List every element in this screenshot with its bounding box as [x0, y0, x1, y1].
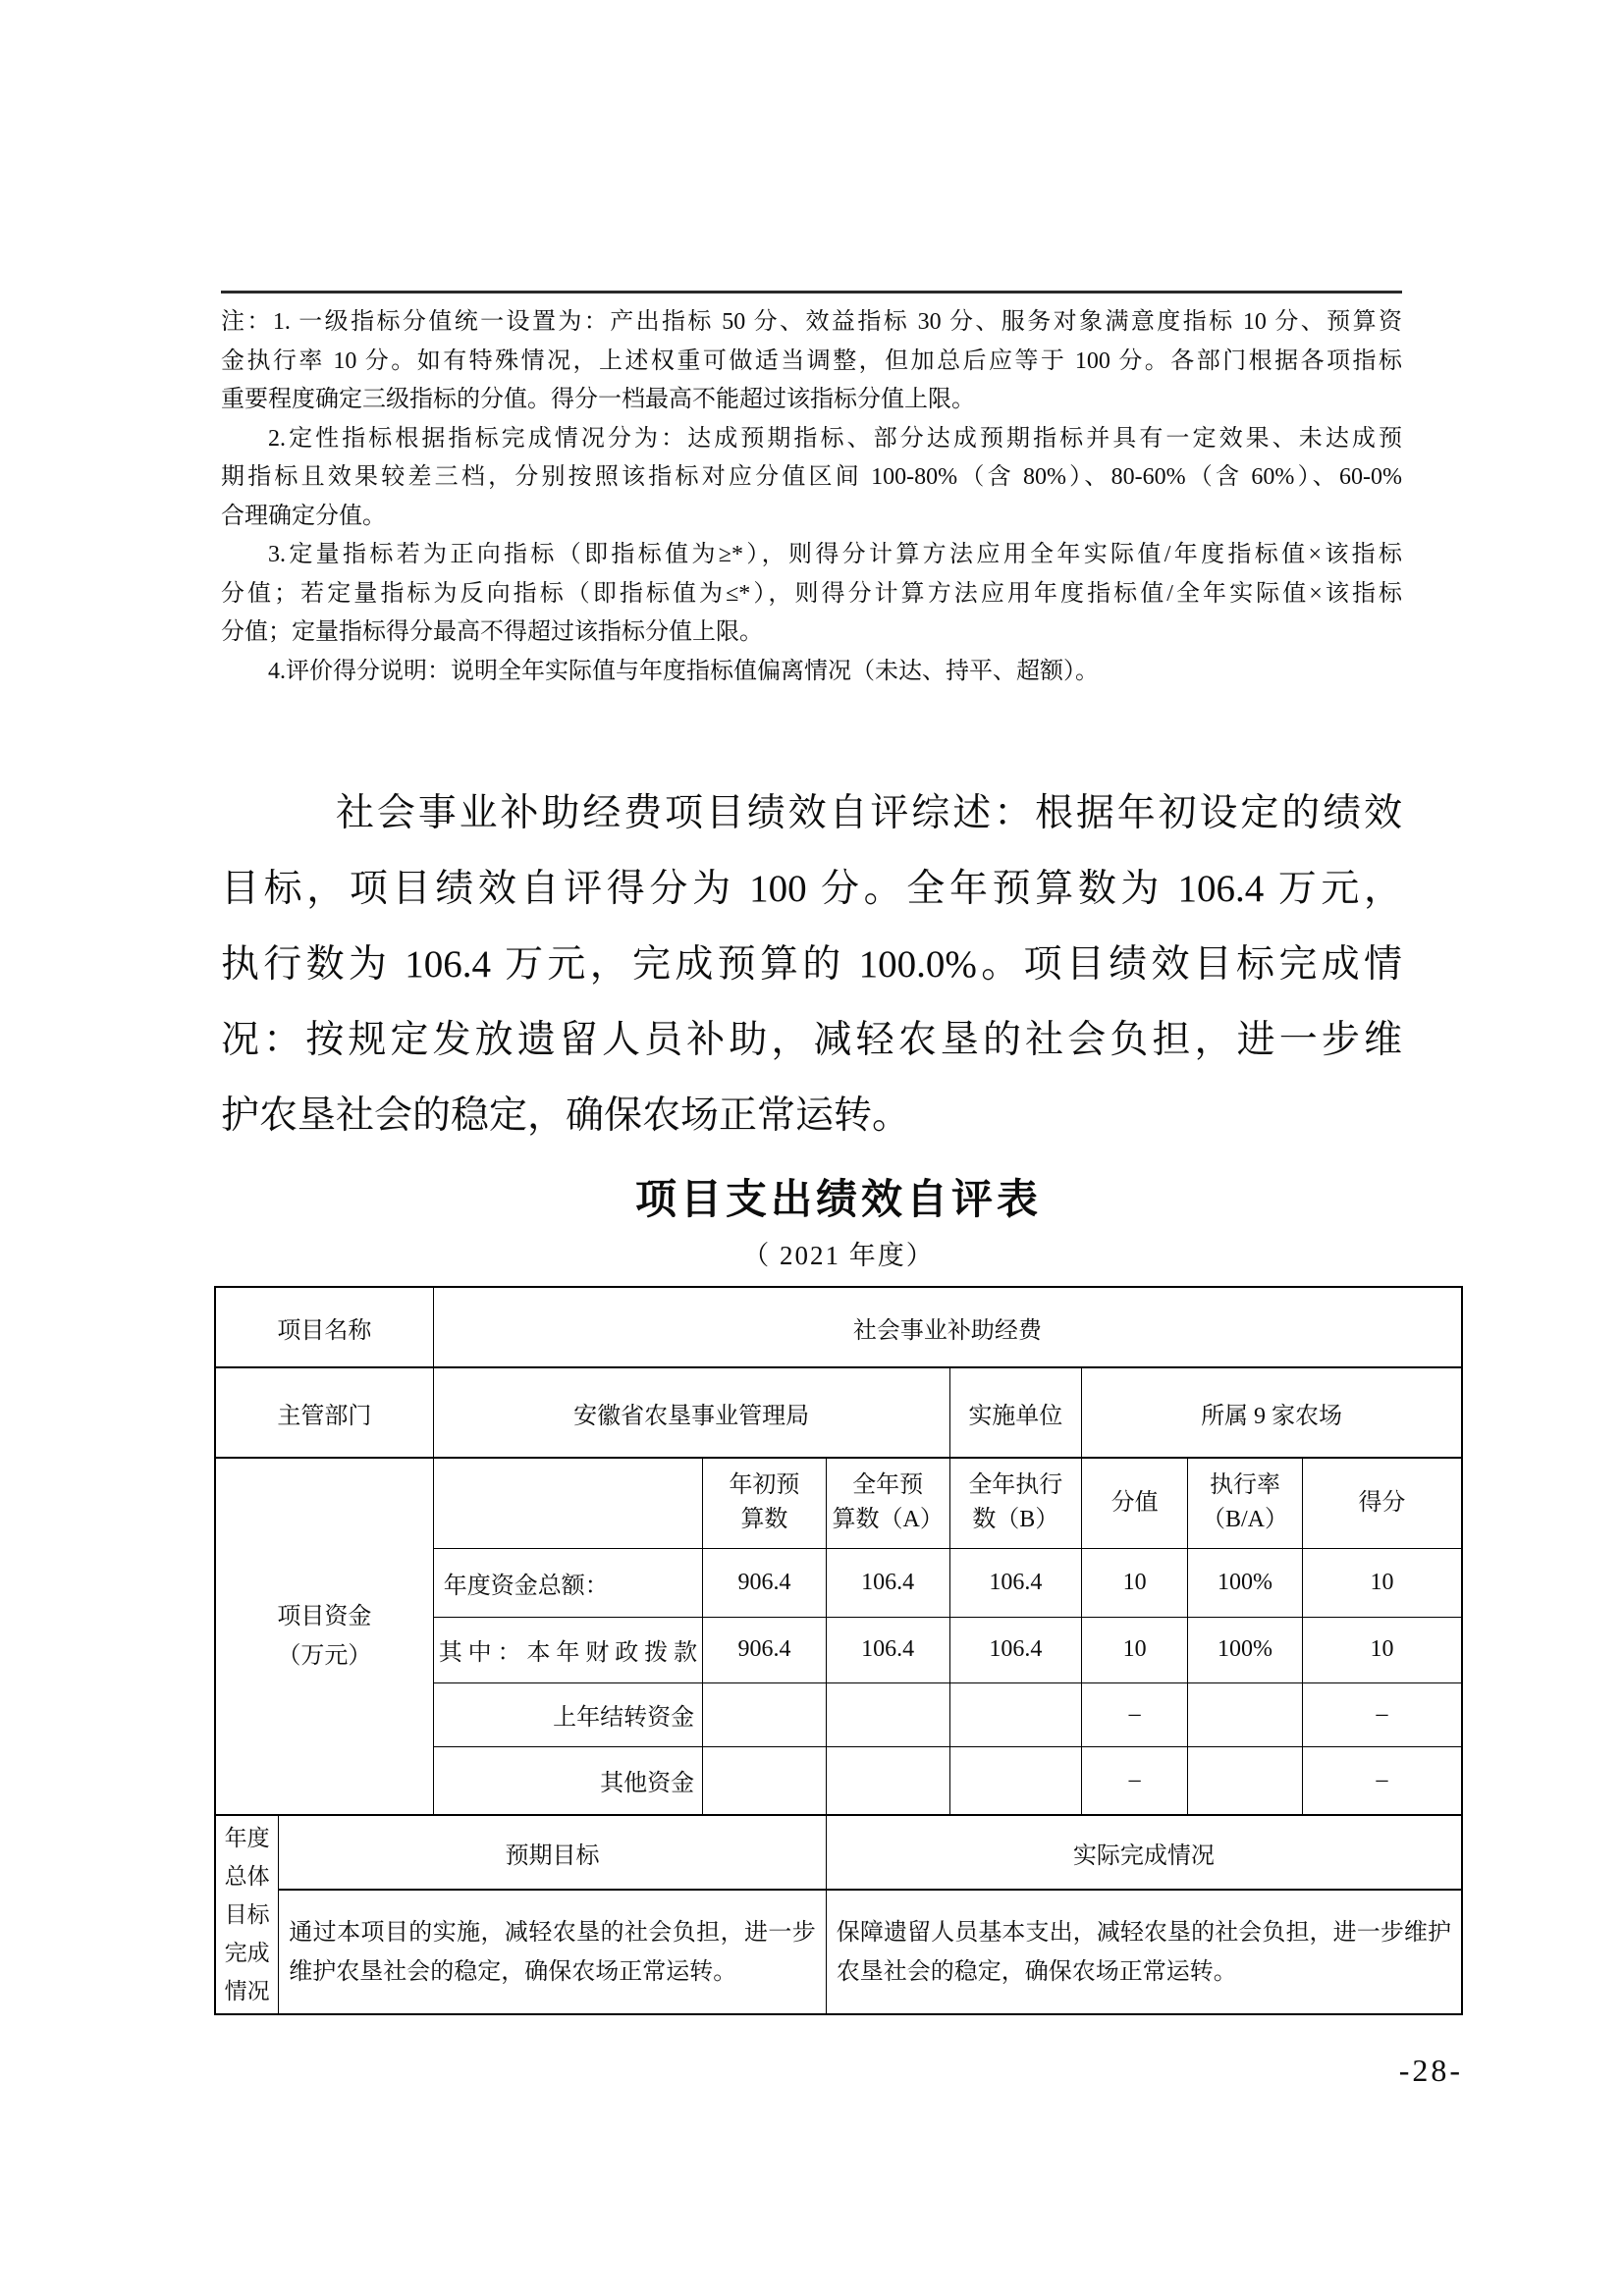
- note-line: 期指标且效果较差三档，分别按照该指标对应分值区间 100-80%（含 80%）、80-60%（含 60%）、60-0%: [221, 464, 1402, 490]
- note-line: 注：1. 一级指标分值统一设置为：产出指标 50 分、效益指标 30 分、服务对象满意度指标 10 分、预算资: [221, 309, 1402, 335]
- annual-goal-table: [214, 1814, 1463, 2015]
- summary-line: 社会事业补助经费项目绩效自评综述：根据年初设定的绩效: [336, 792, 1402, 834]
- col-header-exec-rate: 执行率 （B/A）: [1188, 1458, 1303, 1548]
- note-line: 重要程度确定三级指标的分值。得分一档最高不能超过该指标分值上限。: [221, 387, 975, 412]
- funds-unit-label: [215, 1458, 433, 1815]
- summary-line: 护农垦社会的稳定，确保农场正常运转。: [221, 1095, 911, 1137]
- fund-row-weight: –: [1082, 1682, 1188, 1746]
- fund-row-score: 10: [1302, 1617, 1462, 1682]
- annual-goal-label: 年度 总体 目标 完成 情况: [215, 1815, 279, 2014]
- note-line: 分值；若定量指标为反向指标（即指标值为≤*），则得分计算方法应用年度指标值/全年实际值×该指标: [221, 580, 1402, 607]
- table-row: [215, 1367, 1462, 1458]
- fund-row-executed: [949, 1682, 1082, 1746]
- fund-row-executed: 106.4: [949, 1617, 1082, 1682]
- impl-unit-value: 所属 9 家农场: [1082, 1367, 1462, 1458]
- fund-row-initial: [703, 1682, 827, 1746]
- funds-unit-label-line: 项目资金: [277, 1604, 372, 1629]
- empty-cell: [433, 1458, 702, 1548]
- note-line: 金执行率 10 分。如有特殊情况，上述权重可做适当调整，但加总后应等于 100 分。各部门根据各项指标: [221, 347, 1402, 374]
- expected-goal-header: 预期目标: [279, 1815, 827, 1890]
- dept-label: 主管部门: [215, 1367, 433, 1458]
- col-header-score: 得分: [1302, 1458, 1462, 1548]
- table-subtitle: （ 2021 年度）: [742, 1241, 935, 1270]
- summary-line: 执行数为 106.4 万元，完成预算的 100.0%。项目绩效目标完成情: [221, 943, 1402, 986]
- project-name-label: 项目名称: [215, 1287, 433, 1367]
- note-line: 分值；定量指标得分最高不得超过该指标分值上限。: [221, 619, 763, 645]
- col-header-weight: 分值: [1082, 1458, 1188, 1548]
- summary-line: 目标，项目绩效自评得分为 100 分。全年预算数为 106.4 万元，: [221, 868, 1402, 910]
- self-evaluation-table: [214, 1286, 1463, 1816]
- fund-row-label: 年度资金总额：: [433, 1548, 702, 1617]
- fund-row-initial: [703, 1746, 827, 1815]
- impl-unit-label: 实施单位: [949, 1367, 1082, 1458]
- fund-row-score: –: [1302, 1746, 1462, 1815]
- fund-row-annual: 106.4: [826, 1548, 949, 1617]
- fund-row-exec-rate: [1188, 1746, 1303, 1815]
- fund-row-score: –: [1302, 1682, 1462, 1746]
- note-line: 3.定量指标若为正向指标（即指标值为≥*），则得分计算方法应用全年实际值/年度指标值×该指标: [268, 542, 1402, 567]
- fund-row-weight: 10: [1082, 1548, 1188, 1617]
- dept-value: 安徽省农垦事业管理局: [433, 1367, 949, 1458]
- project-name-value: 社会事业补助经费: [433, 1287, 1462, 1367]
- fund-row-exec-rate: 100%: [1188, 1548, 1303, 1617]
- fund-row-label: 其他资金: [433, 1746, 702, 1815]
- note-line: 合理确定分值。: [221, 503, 386, 529]
- page-number: -28-: [1398, 2053, 1463, 2088]
- col-header-executed: 全年执行 数（B）: [949, 1458, 1082, 1548]
- goal-header-row: [215, 1815, 1462, 1890]
- footnotes-section: [221, 291, 1402, 691]
- table-header-row: [215, 1458, 1462, 1548]
- fund-row-exec-rate: 100%: [1188, 1617, 1303, 1682]
- fund-row-score: 10: [1302, 1548, 1462, 1617]
- note-line: 2.定性指标根据指标完成情况分为：达成预期指标、部分达成预期指标并具有一定效果、未达成预: [268, 425, 1402, 452]
- fund-row-label: 上年结转资金: [433, 1682, 702, 1746]
- col-header-initial-budget: 年初预 算数: [703, 1458, 827, 1548]
- actual-completion-header: 实际完成情况: [826, 1815, 1462, 1890]
- goal-content-row: [215, 1890, 1462, 2014]
- fund-row-annual: 106.4: [826, 1617, 949, 1682]
- fund-row-weight: 10: [1082, 1617, 1188, 1682]
- fund-row-weight: –: [1082, 1746, 1188, 1815]
- table-title: 项目支出绩效自评表: [634, 1176, 1042, 1222]
- expected-goal-text: 通过本项目的实施，减轻农垦的社会负担，进一步维护农垦社会的稳定，确保农场正常运转。: [279, 1890, 827, 2014]
- fund-row-annual: [826, 1746, 949, 1815]
- fund-row-label: 其中：本年财政拨款: [433, 1617, 702, 1682]
- col-header-annual-budget: 全年预 算数（A）: [826, 1458, 949, 1548]
- table-row: [215, 1287, 1462, 1367]
- fund-row-executed: 106.4: [949, 1548, 1082, 1617]
- fund-row-annual: [826, 1682, 949, 1746]
- summary-paragraph: [221, 775, 1402, 1153]
- fund-row-exec-rate: [1188, 1682, 1303, 1746]
- note-line: 4.评价得分说明：说明全年实际值与年度指标值偏离情况（未达、持平、超额）。: [268, 658, 1099, 684]
- summary-line: 况：按规定发放遗留人员补助，减轻农垦的社会负担，进一步维: [221, 1019, 1402, 1061]
- fund-row-initial: 906.4: [703, 1617, 827, 1682]
- actual-completion-text: 保障遗留人员基本支出，减轻农垦的社会负担，进一步维护农垦社会的稳定，确保农场正常运转。: [826, 1890, 1462, 2014]
- fund-row-initial: 906.4: [703, 1548, 827, 1617]
- funds-unit-label-line: （万元）: [277, 1643, 372, 1669]
- fund-row-executed: [949, 1746, 1082, 1815]
